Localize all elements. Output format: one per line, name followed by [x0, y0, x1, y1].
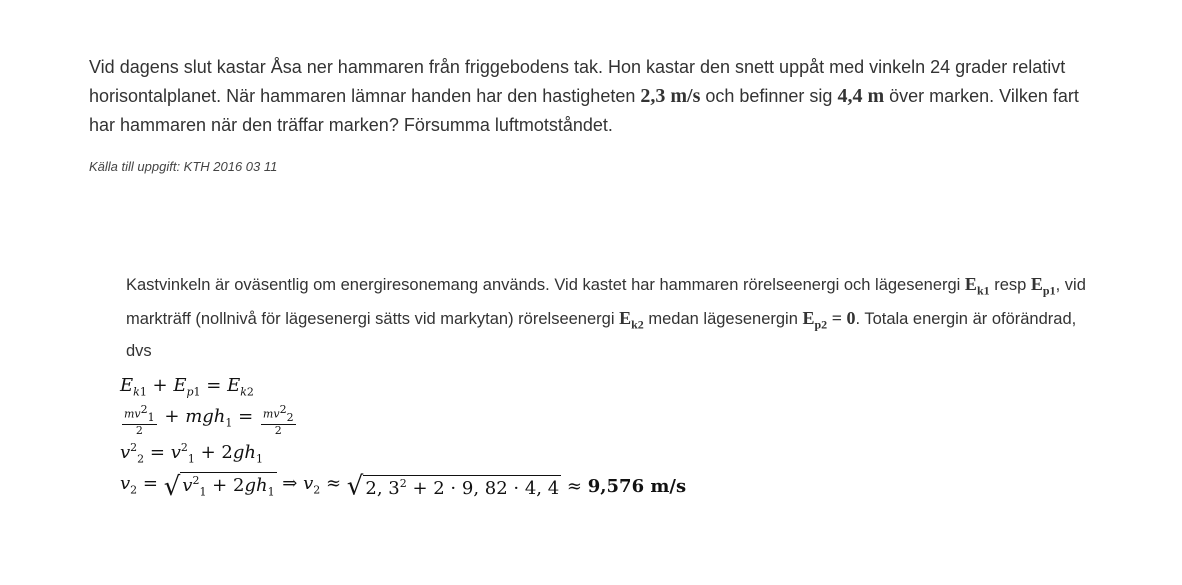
equation-energy-balance: $E_{k1} + E_{p1} = E_{k2}$ — [120, 375, 254, 399]
solution-text-2: resp — [989, 276, 1031, 294]
source-note: Källa till uppgift: KTH 2016 03 11 — [89, 159, 278, 174]
launch-height: 4,4 m — [837, 85, 885, 107]
solution-text-5: . Totala energin är oförändrad, dvs — [126, 309, 1077, 361]
symbol-ek2: $E_{k2}$ — [619, 307, 644, 332]
final-speed-result: 9,576 m/s — [587, 475, 687, 497]
initial-speed: 2,3 m/s — [640, 85, 701, 107]
problem-text-2: och befinner sig — [700, 86, 838, 106]
equation-block — [120, 372, 686, 500]
problem-text-1: Vid dagens slut kastar Åsa ner hammaren från friggebodens tak. Hon kastar den snett uppåt med vinkeln 24 grader relativt horisontalplanet. När hammaren lämnar handen har den hastigheten — [89, 57, 1066, 106]
symbol-ep2-zero: $E_{p2} = 0$ — [802, 307, 856, 332]
symbol-ek1: $E_{k1}$ — [964, 274, 990, 298]
equation-velocity-squared: $v^2_2 = v^2_1 + 2gh_1$ — [120, 441, 263, 466]
symbol-ep1: $E_{p1}$ — [1030, 274, 1056, 298]
solution-text — [126, 271, 1086, 365]
solution-text-3: , vid markträff (nollnivå för lägesenergi sätts vid markytan) rörelseenergi — [126, 276, 1086, 328]
problem-text-3: över marken. Vilken fart har hammaren när den träffar marken? Försumma luftmotståndet. — [89, 86, 1079, 135]
solution-text-1: Kastvinkeln är oväsentlig om energiresonemang används. Vid kastet har hammaren rörelseenergi och lägesenergi — [126, 276, 965, 294]
equation-final-velocity: $v_2$ = √ $v^2_1 + 2gh_1$ ⇒ $v_2$ ≈ √ 2, $3^2 + 2 \cdot 9$, 82 · 4, 4 ≈ 9,576 m/s — [120, 471, 687, 502]
solution-text-4: medan lägesenergin — [643, 309, 803, 328]
problem-statement — [89, 53, 1089, 140]
equation-energy-expanded: $\frac{mv^2_1}{2}$ + mgh$_1$ = $\frac{mv^2_2}{2}$ — [124, 402, 294, 437]
